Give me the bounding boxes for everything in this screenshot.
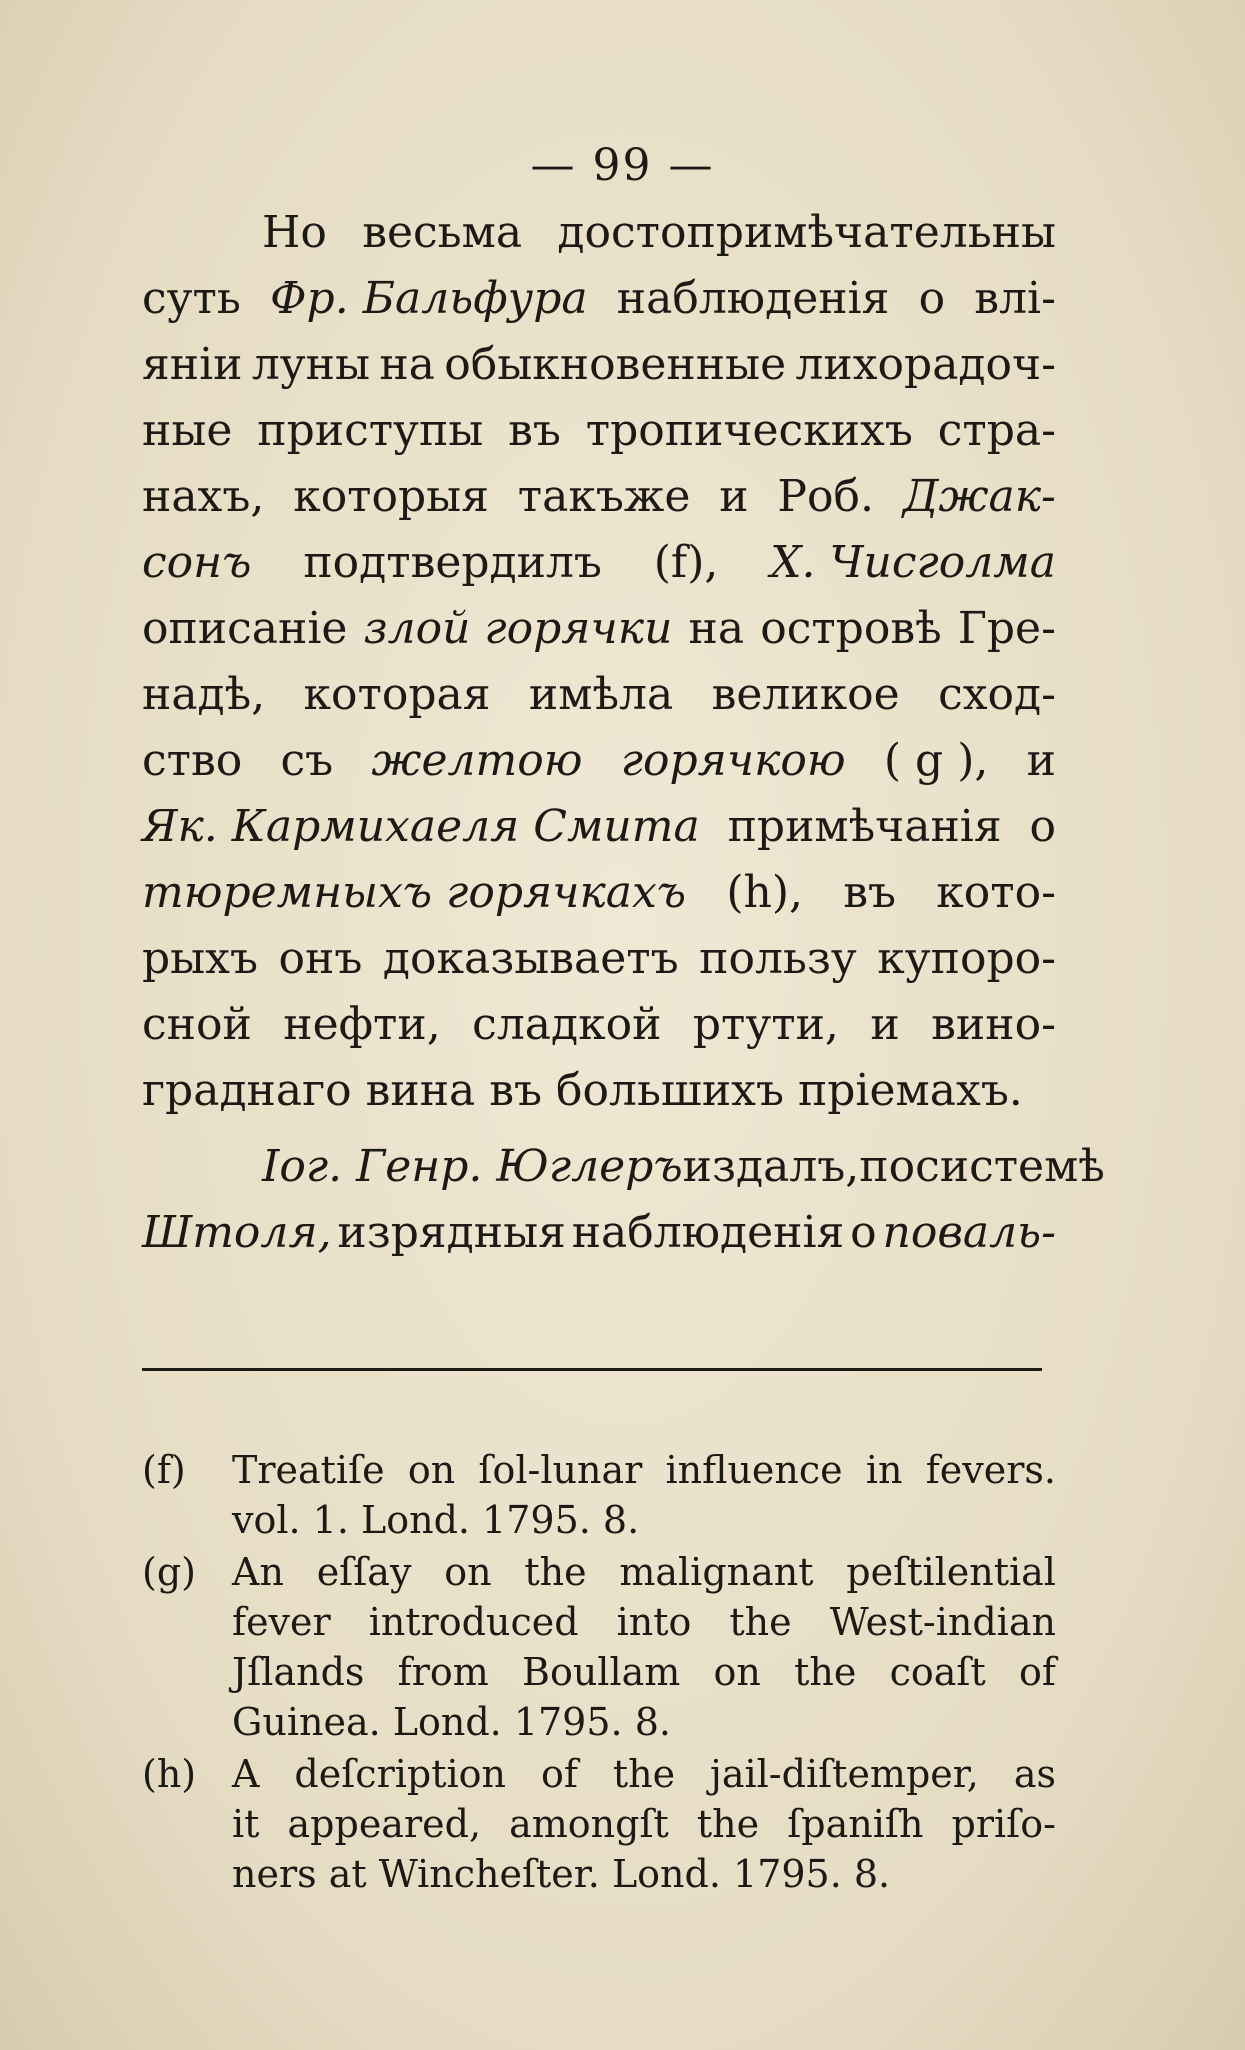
word: West-indian: [829, 1600, 1056, 1644]
footnote-text: [232, 1445, 1056, 1545]
word: суть: [142, 273, 241, 324]
word: Гре-: [957, 603, 1056, 654]
word: A: [232, 1752, 260, 1796]
word: о: [918, 273, 946, 324]
word: peſtilential: [846, 1550, 1056, 1594]
word: такъже: [517, 471, 691, 522]
italic-word: Джак-: [902, 471, 1056, 522]
word: on: [713, 1650, 761, 1694]
word: наблюденія: [616, 273, 890, 324]
word: весьма: [362, 207, 523, 258]
word: of: [1018, 1650, 1056, 1694]
footnote-line: [232, 1445, 1056, 1495]
text-line: [142, 1134, 1105, 1200]
word: of: [540, 1752, 578, 1796]
word: introduced: [368, 1600, 579, 1644]
text-line: [142, 662, 1056, 728]
text-line: [142, 926, 1056, 992]
footnote-line: [232, 1647, 1056, 1697]
word: стра-: [937, 405, 1056, 456]
word: ( g ),: [883, 735, 989, 786]
footnote-mark: (h): [142, 1752, 197, 1796]
footnote-text: [232, 1547, 1056, 1747]
word: кото-: [936, 867, 1056, 918]
word: которыя: [293, 471, 489, 522]
word: the: [524, 1550, 587, 1594]
footnote-line: ners at Wincheſter. Lond. 1795. 8.: [232, 1852, 891, 1896]
footnote-line: Guinea. Lond. 1795. 8.: [232, 1700, 671, 1744]
word: и: [719, 471, 749, 522]
word: amongſt: [509, 1802, 669, 1846]
italic-word: Як. Кармихаеля Смита: [142, 801, 700, 852]
word: граднаго вина въ большихъ пріемахъ.: [142, 1065, 1023, 1116]
word: тропическихъ: [585, 405, 913, 456]
italic-word: желтою: [371, 735, 583, 786]
word: ſpaniſh: [787, 1802, 924, 1846]
word: о: [850, 1207, 877, 1258]
word: наблюденія: [571, 1207, 845, 1258]
word: системѣ: [915, 1141, 1105, 1192]
word: которая: [303, 669, 491, 720]
word: from: [397, 1650, 489, 1694]
word: имѣла: [528, 669, 674, 720]
italic-word: злой горячки: [363, 603, 673, 654]
word: the: [696, 1802, 760, 1846]
footnote: [142, 1445, 1056, 1545]
text-line: [142, 530, 1056, 596]
italic-word: Штоля,: [142, 1207, 332, 1258]
word: съ: [280, 735, 334, 786]
word: купоро-: [877, 933, 1056, 984]
word: the: [729, 1600, 792, 1644]
word: ство: [142, 735, 243, 786]
word: влі-: [974, 273, 1056, 324]
footnote-text: [232, 1749, 1056, 1899]
word: in: [865, 1448, 903, 1492]
word: ſol-lunar: [478, 1448, 643, 1492]
text-line: [142, 398, 1056, 464]
text-line: [142, 464, 1056, 530]
footnote: [142, 1749, 1056, 1899]
footnote-line: [232, 1597, 1056, 1647]
text-line: [142, 1200, 1056, 1266]
word: on: [444, 1550, 492, 1594]
footnote-rule: [142, 1368, 1042, 1371]
word: jail-diſtemper,: [710, 1752, 979, 1796]
footnote-line: [232, 1799, 1056, 1849]
word: priſo-: [951, 1802, 1056, 1846]
word: надѣ,: [142, 669, 266, 720]
word: примѣчанія: [727, 801, 1002, 852]
word: malignant: [619, 1550, 814, 1594]
word: лихорадоч-: [795, 339, 1056, 390]
text-line: [142, 794, 1056, 860]
word: Treatiſe: [232, 1448, 385, 1492]
word: eſſay: [316, 1550, 412, 1594]
footnote-mark: (g): [142, 1550, 196, 1594]
word: въ: [843, 867, 897, 918]
text-line: [142, 992, 1056, 1058]
word: An: [232, 1550, 284, 1594]
italic-word: Іог. Генр. Юглеръ: [262, 1141, 683, 1192]
word: fever: [232, 1600, 331, 1644]
text-line: [142, 266, 1056, 332]
word: сход-: [938, 669, 1056, 720]
text-line: [142, 1058, 1056, 1124]
word: coaſt: [889, 1650, 986, 1694]
word: нефти,: [283, 999, 441, 1050]
footnote-mark: (f): [142, 1448, 186, 1492]
word: въ: [508, 405, 561, 456]
word: изрядныя: [337, 1207, 566, 1258]
footnote-line: vol. 1. Lond. 1795. 8.: [232, 1498, 640, 1542]
word: the: [794, 1650, 857, 1694]
word: островѣ: [760, 603, 942, 654]
footnote-line: [232, 1749, 1056, 1799]
word: Но: [262, 207, 327, 258]
main-text: [142, 200, 1105, 1266]
italic-word: Х. Чисголма: [770, 537, 1056, 588]
text-line: [142, 332, 1056, 398]
word: (h),: [726, 867, 804, 918]
footnotes: [142, 1445, 1056, 1901]
word: о: [1029, 801, 1056, 852]
word: яніи: [142, 339, 243, 390]
italic-word: поваль-: [882, 1207, 1056, 1258]
word: достопримѣчательны: [557, 207, 1056, 258]
word: обыкновенные: [444, 339, 787, 390]
word: fevers.: [925, 1448, 1056, 1492]
word: великое: [711, 669, 900, 720]
text-line: [142, 596, 1056, 662]
word: пользу: [699, 933, 857, 984]
word: нахъ,: [142, 471, 265, 522]
word: на: [379, 339, 435, 390]
footnote-line: [232, 1547, 1056, 1597]
word: и: [1026, 735, 1056, 786]
word: на: [688, 603, 745, 654]
word: доказываетъ: [382, 933, 679, 984]
word: ные: [142, 405, 233, 456]
word: луны: [251, 339, 371, 390]
italic-word: горячкою: [620, 735, 846, 786]
footnote: [142, 1547, 1056, 1747]
word: Boullam: [522, 1650, 681, 1694]
word: подтвердилъ: [303, 537, 602, 588]
word: сной: [142, 999, 252, 1050]
word: сладкой: [472, 999, 662, 1050]
word: into: [616, 1600, 692, 1644]
italic-word: сонъ: [142, 537, 252, 588]
word: the: [612, 1752, 676, 1796]
word: appeared,: [287, 1802, 482, 1846]
word: вино-: [931, 999, 1056, 1050]
word: рыхъ: [142, 933, 258, 984]
word: Роб.: [777, 471, 874, 522]
word: онъ: [278, 933, 363, 984]
word: it: [232, 1802, 260, 1846]
text-line: [142, 728, 1056, 794]
word: ртути,: [692, 999, 839, 1050]
word: приступы: [257, 405, 484, 456]
word: Jſlands: [232, 1650, 365, 1694]
word: и: [870, 999, 900, 1050]
word: deſcription: [294, 1752, 506, 1796]
word: издалъ,: [682, 1141, 860, 1192]
word: on: [407, 1448, 456, 1492]
word: (f),: [653, 537, 719, 588]
page-number: — 99 —: [530, 140, 715, 191]
italic-word: тюремныхъ горячкахъ: [142, 867, 687, 918]
word: по: [859, 1141, 916, 1192]
text-line: [142, 200, 1056, 266]
italic-word: Фр. Бальфура: [270, 273, 588, 324]
word: as: [1013, 1752, 1056, 1796]
word: influence: [665, 1448, 843, 1492]
text-line: [142, 860, 1056, 926]
word: описаніе: [142, 603, 348, 654]
